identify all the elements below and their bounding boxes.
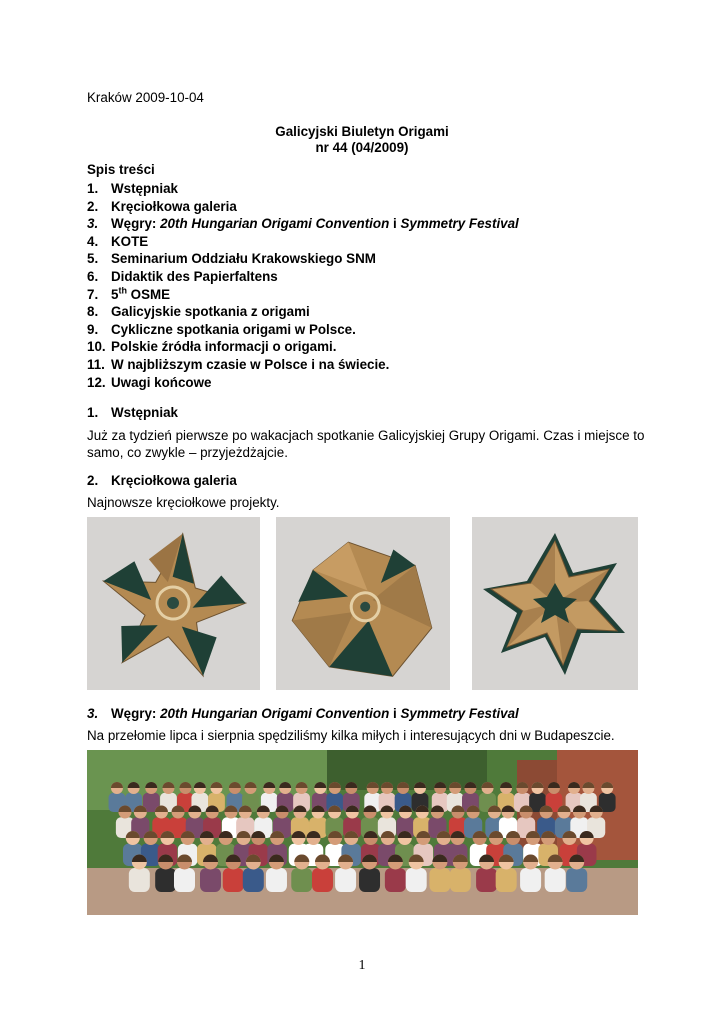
- toc-item: [87, 374, 519, 392]
- toc-item-text: Węgry:: [111, 216, 161, 232]
- toc-item: [87, 180, 519, 198]
- origami-model-3-icon: [472, 517, 638, 690]
- toc-item-text: Symmetry Festival: [400, 216, 519, 232]
- group-photo: [87, 750, 638, 915]
- toc-item: [87, 356, 519, 374]
- toc-item-number: 11.: [87, 356, 105, 372]
- origami-photo-3: [472, 517, 638, 690]
- section-3-title-country: Węgry:: [111, 706, 161, 721]
- toc-item-text: Polskie źródła informacji o origami.: [111, 339, 337, 355]
- section-3-title-joiner: i: [389, 706, 401, 721]
- section-3-heading: [87, 706, 519, 721]
- toc-item: [87, 198, 519, 216]
- toc-item: [87, 268, 519, 286]
- toc-item: [87, 321, 519, 339]
- section-2-body: Najnowsze kręciołkowe projekty.: [87, 495, 280, 510]
- toc-item: [87, 338, 519, 356]
- toc-item: [87, 286, 519, 304]
- toc-item-number: 9.: [87, 321, 99, 337]
- toc-item-text: OSME: [126, 286, 171, 302]
- toc-item: [87, 215, 519, 233]
- toc-item-text: Cykliczne spotkania origami w Polsce.: [111, 321, 356, 337]
- page-number: 1: [358, 958, 366, 973]
- origami-model-1-icon: [87, 517, 260, 690]
- toc-item-text: Didaktik des Papierfaltens: [111, 268, 278, 284]
- section-1-body: Już za tydzień pierwsze po wakacjach spotkanie Galicyjskiej Grupy Origami. Czas i miejsce to samo, co zwykle – przyjeżdżajcie.: [87, 428, 645, 460]
- origami-model-2-icon: [276, 517, 450, 690]
- toc-item-number: 12.: [87, 374, 106, 390]
- toc-item-text: Galicyjskie spotkania z origami: [111, 304, 310, 320]
- origami-photo-1: [87, 517, 260, 690]
- toc-heading: Spis treści: [87, 162, 155, 177]
- date-line: Kraków 2009-10-04: [87, 90, 204, 105]
- toc-item-text: 20th Hungarian Origami Convention: [160, 216, 390, 232]
- toc-item-number: 4.: [87, 233, 99, 249]
- section-2-heading: [87, 473, 237, 488]
- toc-item-text: th: [118, 285, 127, 296]
- toc-item-number: 8.: [87, 304, 99, 320]
- section-3-number: 3.: [87, 706, 99, 721]
- toc-item-number: 7.: [87, 286, 99, 302]
- toc-item-number: 3.: [87, 216, 99, 232]
- toc-item: [87, 303, 519, 321]
- group-photo-crowd-icon: [87, 750, 638, 915]
- toc-item: [87, 250, 519, 268]
- toc-item-number: 5.: [87, 251, 99, 267]
- toc-item-number: 10.: [87, 339, 106, 355]
- toc-item-text: i: [389, 216, 401, 232]
- section-3-title-festival: Symmetry Festival: [400, 706, 519, 721]
- section-2-title: Kręciołkowa galeria: [111, 473, 237, 488]
- table-of-contents: [87, 180, 519, 391]
- bulletin-issue: nr 44 (04/2009): [315, 140, 409, 155]
- origami-photo-2: [276, 517, 450, 690]
- toc-item-text: 5: [111, 286, 119, 302]
- bulletin-title: Galicyjski Biuletyn Origami: [275, 124, 449, 139]
- section-1-number: 1.: [87, 405, 99, 420]
- section-3-body: Na przełomie lipca i sierpnia spędziliśmy kilka miłych i interesujących dni w Budapeszcie.: [87, 728, 615, 743]
- section-2-number: 2.: [87, 473, 99, 488]
- toc-item-text: KOTE: [111, 233, 149, 249]
- section-1-title: Wstępniak: [111, 405, 178, 420]
- toc-item-text: Kręciołkowa galeria: [111, 198, 237, 214]
- toc-item-number: 1.: [87, 181, 99, 196]
- toc-item-text: Uwagi końcowe: [111, 374, 212, 390]
- section-1-heading: [87, 405, 178, 420]
- toc-item-text: Wstępniak: [111, 181, 178, 196]
- section-3-title-convention: 20th Hungarian Origami Convention: [160, 706, 390, 721]
- toc-item-text: Seminarium Oddziału Krakowskiego SNM: [111, 251, 376, 267]
- toc-item-number: 6.: [87, 268, 99, 284]
- toc-item: [87, 233, 519, 251]
- toc-item-text: W najbliższym czasie w Polsce i na świecie.: [111, 356, 390, 372]
- toc-item-number: 2.: [87, 198, 99, 214]
